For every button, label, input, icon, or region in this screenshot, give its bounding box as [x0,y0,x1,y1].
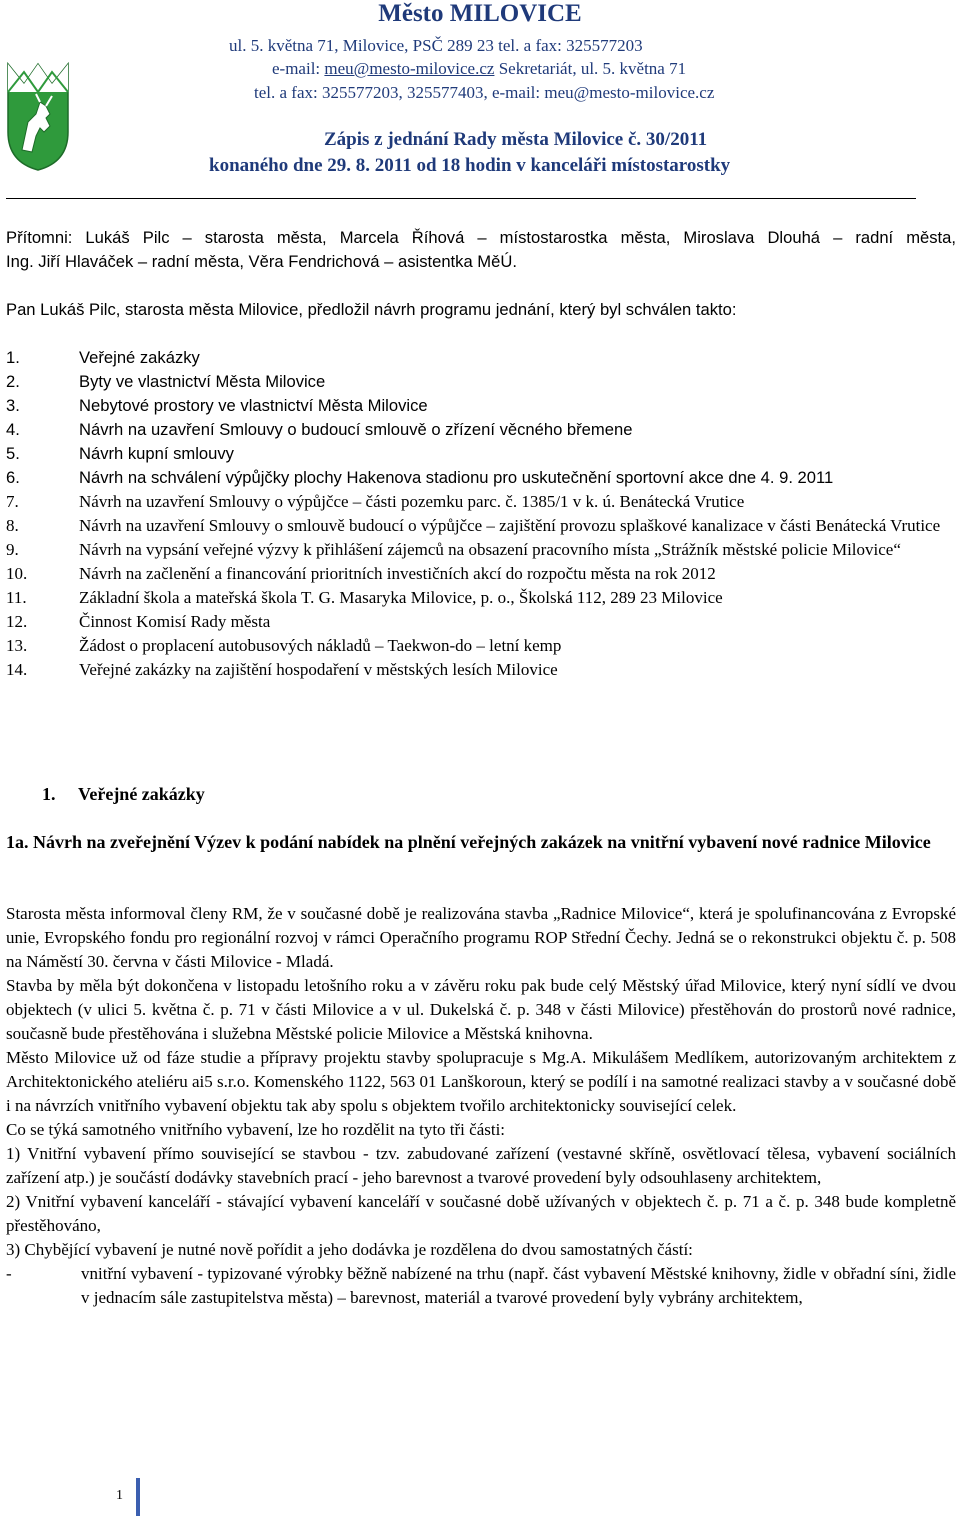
paragraph-4: Co se týká samotného vnitřního vybavení, lze ho rozdělit na tyto tři části: [6,1120,506,1139]
agenda-item [6,586,956,610]
attendance-line-2: Ing. Jiří Hlaváček – radní města, Věra Fendrichová – asistentka MěÚ. [6,252,517,271]
agenda-item [6,442,956,466]
section-number: 1. [42,784,56,804]
agenda-item-number: 6. [6,468,20,487]
attendance [6,226,956,274]
document-title: Zápis z jednání Rady města Milovice č. 30/2011 [324,129,708,150]
section-heading-1a: 1a. Návrh na zveřejnění Výzev k podání nabídek na plnění veřejných zakázek na vnitřní vybavení nové radnice Milovice [6,832,931,852]
agenda-item [6,610,956,634]
attendance-line-1: Přítomni: Lukáš Pilc – starosta města, Marcela Říhová – místostarostka města, Miroslava Dlouhá – radní města, [6,228,956,247]
agenda-item-text: Návrh na uzavření Smlouvy o výpůjčce – části pozemku parc. č. 1385/1 v k. ú. Benátecká Vrutice [79,492,745,511]
agenda-item-number: 4. [6,420,20,439]
section-heading-1 [6,782,956,806]
agenda-item [6,418,956,442]
town-name: Město MILOVICE [378,0,582,27]
agenda-item-text: Základní škola a mateřská škola T. G. Masaryka Milovice, p. o., Školská 112, 289 23 Milovice [79,588,723,607]
agenda-item-text: Návrh na začlenění a financování prioritních investičních akcí do rozpočtu města na rok 2012 [79,564,716,583]
page-number: 1 [116,1488,123,1503]
agenda-item [6,370,956,394]
agenda-item-text: Veřejné zakázky [79,348,200,367]
agenda-item [6,658,956,682]
agenda-item-number: 10. [6,564,28,583]
agenda-item-number: 1. [6,348,20,367]
paragraph-3: Město Milovice už od fáze studie a přípravy projektu stavby spolupracuje s Mg.A. Mikulášem Medlíkem, autorizovaným architektem z Architektonického ateliéru ai5 s.r.o. Komenského 1122, 563 01 Lanškoroun, který se podílí i na samotné realizaci stavby a v současné době i na návrzích vnitřního vybavení objektu tak aby spolu s objektem tvořilo architektonicky související celek. [6,1048,956,1115]
agenda-item-number: 13. [6,636,28,655]
agenda-item [6,394,956,418]
email-suffix: Sekretariát, ul. 5. května 71 [494,59,687,78]
document-subtitle: konaného dne 29. 8. 2011 od 18 hodin v kanceláři místostarostky [209,155,731,176]
agenda-item-text: Nebytové prostory ve vlastnictví Města Milovice [79,396,428,415]
agenda-item-text: Veřejné zakázky na zajištění hospodaření v městských lesích Milovice [79,660,558,679]
agenda-item-text: Návrh kupní smlouvy [79,444,234,463]
agenda-item-number: 8. [6,516,19,535]
paragraph-8-text: vnitřní vybavení - typizované výrobky běžně nabízené na trhu (např. část vybavení Městské knihovny, židle v obřadní síni, židle v jednacím sále zastupitelstva města) – barevnost, materiál a tvarové provedení byly vybrány architektem, [81,1264,956,1307]
town-crest-icon [6,62,70,172]
agenda-item-number: 2. [6,372,20,391]
agenda-list [6,346,956,682]
agenda-item-text: Návrh na schválení výpůjčky plochy Hakenova stadionu pro uskutečnění sportovní akce dne 4. 9. 2011 [79,468,834,487]
agenda-item [6,346,956,370]
agenda-item [6,466,956,490]
intro-text: Pan Lukáš Pilc, starosta města Milovice, předložil návrh programu jednání, který byl schválen takto: [6,300,737,319]
agenda-item [6,514,956,538]
agenda-item-text: Návrh na uzavření Smlouvy o smlouvě budoucí o výpůjčce – zajištění provozu splaškové kanalizace v části Benátecká Vrutice [79,516,941,535]
body-text [6,902,956,1310]
paragraph-8 [6,1262,956,1310]
agenda-item-number: 12. [6,612,28,631]
agenda-item-number: 5. [6,444,20,463]
email-prefix: e-mail: [272,59,325,78]
document-header [0,0,960,200]
list-dash: - [6,1264,12,1283]
header-divider [6,198,916,199]
agenda-item-number: 11. [6,588,27,607]
agenda-item-number: 9. [6,540,19,559]
agenda-item-text: Byty ve vlastnictví Města Milovice [79,372,326,391]
agenda-item-text: Činnost Komisí Rady města [79,612,271,631]
agenda-item [6,538,956,562]
paragraph-5: 1) Vnitřní vybavení přímo související se stavbou - tzv. zabudované zařízení (vestavné skříně, osvětlovací tělesa, vybavení sociálních zařízení atp.) je součástí dodávky stavebních prací - jeho barevnost a tvarové provedení byly odsouhlaseny architektem, [6,1144,956,1187]
footer-accent-bar [136,1478,140,1516]
paragraph-6: 2) Vnitřní vybavení kanceláří - stávající vybavení kanceláří v současné době užívaných v objektech č. p. 71 a č. p. 348 bude kompletně přestěhováno, [6,1192,956,1235]
paragraph-7: 3) Chybějící vybavení je nutné nově pořídit a jeho dodávka je rozdělena do dvou samostatných částí: [6,1240,693,1259]
agenda-item-text: Návrh na uzavření Smlouvy o budoucí smlouvě o zřízení věcného břemene [79,420,633,439]
phone-line: tel. a fax: 325577203, 325577403, e-mail: meu@mesto-milovice.cz [254,83,715,102]
agenda-item-number: 7. [6,492,19,511]
agenda-item [6,634,956,658]
agenda-item-number: 14. [6,660,28,679]
intro-paragraph [6,298,956,322]
email-line [272,58,686,79]
address-line: ul. 5. května 71, Milovice, PSČ 289 23 tel. a fax: 325577203 [229,36,643,55]
section-title: Veřejné zakázky [78,784,205,804]
agenda-item [6,562,956,586]
agenda-item-text: Návrh na vypsání veřejné výzvy k přihlášení zájemců na obsazení pracovního místa „Strážník městské policie Milovice“ [79,540,901,559]
paragraph-2: Stavba by měla být dokončena v listopadu letošního roku a v závěru roku pak bude celý Městský úřad Milovice, který nyní sídlí ve dvou objektech (v ulici 5. května č. p. 71 v části Milovice a v ul. Dukelská č. p. 348 v části Milovice) přestěhován do prostorů nové radnice, současně bude přestěhována i služebna Městské policie Milovice a Městská knihovna. [6,976,956,1043]
agenda-item-number: 3. [6,396,20,415]
paragraph-1: Starosta města informoval členy RM, že v současné době je realizována stavba „Radnice Milovice“, která je spolufinancována z Evropské unie, Evropského fondu pro regionální rozvoj v rámci Operačního programu ROP Střední Čechy. Jedná se o rekonstrukci objektu č. p. 508 na Náměstí 30. června v části Milovice - Mladá. [6,904,956,971]
agenda-item-text: Žádost o proplacení autobusových nákladů – Taekwon-do – letní kemp [79,636,562,655]
email-link[interactable]: meu@mesto-milovice.cz [324,59,495,78]
agenda-item [6,490,956,514]
